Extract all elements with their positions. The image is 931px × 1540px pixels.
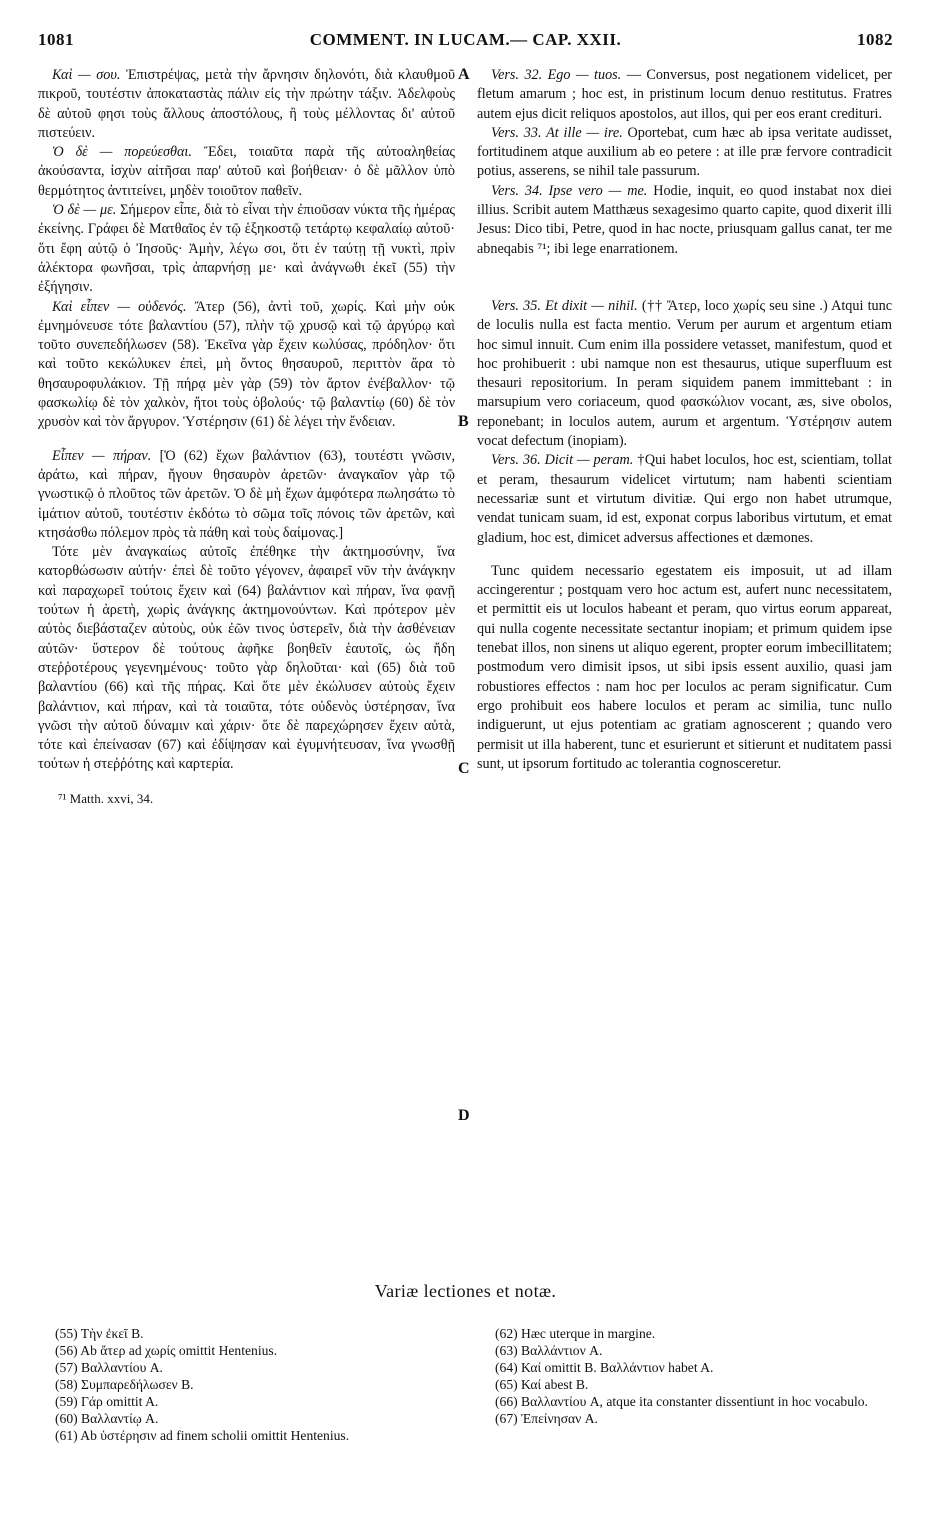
variant-note: (57) Βαλλαντίου A. [55,1360,163,1375]
latin-text: (†† Ἄτερ, loco χωρίς seu sine .) Atqui tunc de loculis nulla est facta mentio. Verum per aurum et argentum etiam hoc simul innuit. Cum enim illa possidere vetasset, manifestum, quod et hoc prohibuerit : ubi namque non est thesaurus, utique superfluum est thesauri repositorium. In peram siquidem panem immittebant : in marsupium vero coriaceum, quod φασκώλιον vocant, æs, sive obolos, reponebant; in loculos autem, aurum et argentum. Ὑστέρησιν autem vocat defectum (inopiam). [477,297,893,450]
greek-paragraph [38,201,455,297]
variant-note: (63) Βαλλάντιον A. [495,1343,603,1358]
variant-notes-left [55,1325,465,1444]
section-marker-b: B [458,413,469,430]
latin-paragraph [477,182,892,259]
latin-paragraph [477,124,892,182]
variant-note: (67) Ἐπείνησαν A. [495,1411,598,1426]
greek-text: Ἐπιστρέψας, μετὰ τὴν ἄρνησιν δηλονότι, διὰ κλαυθμοῦ πικροῦ, τουτέστιν ἀποκαταστὰς πάλιν εἰς τὴν πρώτην τάξιν. Ἀδελφοὺς δὲ αὐτοῦ φησι τοὺς ἄλλους ἀποστόλους, ἢ τοὺς μέλλοντας δι' αὐτοῦ πιστεύειν. [38,67,456,141]
page-number-right: 1082 [857,30,893,49]
variant-note: (59) Γάρ omittit A. [55,1394,159,1409]
greek-text: [Ὁ (62) ἔχων βαλάντιον (63), τουτέστι γνῶσιν, ἀράτω, καὶ πήραν, ἤγουν θησαυρὸν ἀρετῶν· ἀναγκαῖον γὰρ τῷ γνωστικῷ ὁ πλοῦτος τῶν ἀρετῶν. Ὁ δὲ μὴ ἔχων ἀμφότερα πωλησάτω τὸ ἱμάτιον αὐτοῦ, τουτέστιν ἐκδότω τὸ σῶμα τοῖς πόνοις τῶν ἀρετῶν, καὶ κτησάσθω πόλεμον πρὸς τὰ πάθη καὶ τοὺς δαίμονας.] [38,447,456,541]
variant-note: (61) Ab ὑστέρησιν ad finem scholii omittit Hentenius. [55,1428,350,1443]
greek-lemma: Καὶ εἶπεν — οὐδενός. [52,298,187,315]
greek-paragraph [38,298,455,433]
latin-lemma: Vers. 33. At ille — ire. [491,124,623,141]
greek-paragraph [38,447,455,543]
variant-note: (66) Βαλλαντίου A, atque ita constanter dissentiunt in hoc vocabulo. [495,1394,868,1409]
greek-lemma: Ὁ δὲ — πορεύεσθαι. [52,144,192,161]
running-title: COMMENT. IN LUCAM.— CAP. XXII. [309,30,622,49]
latin-column [477,66,892,774]
variant-note: (64) Καί omittit B. Βαλλάντιον habet A. [495,1360,714,1375]
latin-text: Hodie, inquit, eo quod instabat nox diei illius. Scribit autem Matthæus sexagesimo quarto capite, quod dixerit illi Jesus: Dico tibi, Petre, quod in hac nocte, priusquam gallus canat, ter me abneqabis ⁷¹; ibi lege enarrationem. [477,182,893,257]
footnote: ⁷¹ Matth. xxvi, 34. [58,790,154,806]
variant-note: (55) Τὴν ἐκεῖ B. [55,1326,144,1341]
latin-paragraph [477,562,892,774]
greek-paragraph [38,143,455,201]
section-marker-a: A [458,66,470,83]
latin-paragraph [477,297,892,451]
greek-lemma: Ὁ δὲ — με. [52,202,117,219]
latin-lemma: Vers. 34. Ipse vero — me. [491,182,648,199]
greek-paragraph [38,543,455,775]
variant-note: (60) Βαλλαντίῳ A. [55,1411,159,1426]
section-marker-d: D [458,1107,470,1124]
greek-column [38,66,455,821]
greek-lemma: Καὶ — σου. [52,67,121,83]
running-header [38,30,893,56]
latin-paragraph [477,451,892,547]
variants-heading: Variæ lectiones et notæ. [374,1281,557,1301]
latin-text: †Qui habet loculos, hoc est, scientiam, tollat et peram, thesaurum videlicet virtutum; nam habenti scientiam necessariæ sunt et virtutum divitiæ. Qui ergo non habet utrumque, vendat tunicam suam, id est, exponat corpus laboribus virtutum, et emat gladium, hoc est, dimicet adversus affectiones et dæmones. [477,452,892,546]
latin-lemma: Vers. 32. Ego — tuos. [491,67,622,83]
variant-note: (65) Καί abest B. [495,1377,589,1392]
greek-text: Σήμερον εἶπε, διὰ τὸ εἶναι τὴν ἐπιοῦσαν νύκτα τῆς ἡμέρας ἐκείνης. Γράφει δὲ Ματθαῖος ἐν τῷ ἑξηκοστῷ τετάρτῳ κεφαλαίῳ αὐτοῦ· ὅτι ἔφη αὐτῷ ὁ Ἰησοῦς· Ἀμὴν, λέγω σοι, ὅτι ἐν ταύτῃ τῇ νυκτὶ, πρὶν ἀλέκτορα φωνῆσαι, τρὶς ἀπαρνήσῃ με· καὶ ἀνάγνωθι ἐκεῖ (55) τὴν ἐξήγησιν. [38,202,456,296]
variant-note: (58) Συμπαρεδήλωσεν B. [55,1377,194,1392]
greek-text: Ἔδει, τοιαῦτα παρὰ τῆς αὐτοαληθείας ἀκούσαντα, ἰσχὺν αἰτῆσαι παρ' αὐτοῦ καὶ βοήθειαν· ὁ δὲ μᾶλλον ὑπὸ θερμότητος ἀντιτείνει, μηδὲν τοιοῦτον παθεῖν. [38,144,456,199]
latin-paragraph [477,66,892,124]
latin-lemma: Vers. 35. Et dixit — nihil. [491,297,638,314]
latin-lemma: Vers. 36. Dicit — peram. [491,452,634,469]
variant-notes-right [495,1325,895,1427]
page-number-left: 1081 [38,30,74,49]
variant-note: (56) Ab ἄτερ ad χωρίς omittit Hentenius. [55,1343,278,1358]
latin-text: Tunc quidem necessario egestatem eis imposuit, ut ad illam accingerentur ; postquam vero hoc actum est, aufert nunc necessitatem, et permittit eis ut loculos habeant et peram, quo virtus eorum appareat, qui nulla cogente necessitate sectantur inopiam; et primum quidem ipse tenebat illos, non sinens ut aliquo egerent, propter eorum imbecillitatem; postmodum vero dimisit ipsos, ut sibi ipsis essent auxilio, quasi jam robustiores effectos : nam hoc per loculos ac peram significatur. Cum ergo prohibuit eos habere loculos et peram ac similia, tunc nullo indiguerunt, ut ejus potentiam ac gratiam agnoscerent ; quando vero permisit ut illa haberent, tunc et esurierunt et sitierunt et nuditatem passi sunt, ut ipsorum fortitudo ac tolerantia cognosceretur. [477,562,892,772]
greek-lemma: Εἶπεν — πήραν. [52,447,152,464]
greek-text: Τότε μὲν ἀναγκαίως αὐτοῖς ἐπέθηκε τὴν ἀκτημοσύνην, ἵνα κατορθώσωσιν αὐτήν· ἐπεὶ δὲ τοῦτο γέγονεν, ἀφαιρεῖ νῦν τὴν ἀνάγκην καὶ παραχωρεῖ τούτοις ἔχειν καὶ (64) βαλάντιον καὶ πήραν, ἵνα φανῇ τούτων ἡ ἀρετὴ, χωρὶς ἀνάγκης ἀκτημονούντων. Καὶ πρότερον μὲν αὐτὸς διεβάσταζεν αὐτοὺς, οὐκ ἐῶν τινος ὑστερεῖν, διὰ τὴν ἀσθένειαν αὐτῶν· ὕστερον δὲ τούτους ἀφῆκε βοηθεῖν ἑαυτοῖς, ὡς ἤδη στεῤῥοτέρους γεγενημένους· τοῦτο γὰρ δηλοῦται· καὶ (65) διὰ τοῦ βαλαντίου (66) καὶ τῆς πήρας. Καὶ ὅτε μὲν ἐκώλυσεν αὐτοὺς ἔχειν βαλάντιον, καὶ πήραν, καὶ τὰ τοιαῦτα, τότε οὐδενὸς ὑστέρησαν, ἵνα γνῶσι τὴν αὐτοῦ δύναμιν καὶ χάριν· ὅτε δὲ παρεχώρησεν ἔχειν αὐτὰ, τότε καὶ ἐπείνασαν (67) καὶ ἐδίψησαν καὶ ἐγυμνήτευσαν, ἵνα γνωσθῇ τούτων ἡ στεῤῥότης καὶ καρτερία. [38,544,455,773]
greek-paragraph [38,66,455,143]
greek-text: Ἄτερ (56), ἀντὶ τοῦ, χωρίς. Καὶ μὴν οὐκ ἐμνημόνευσε τότε βαλαντίου (57), πλὴν τῷ χρυσῷ καὶ τῷ ἀργύρῳ καὶ τοῦτο συνεπεδήλωσεν (58). Ἐκεῖνα γὰρ ἔχειν κωλύσας, πρόδηλον· ὅτι καὶ τοῦτο κεκώλυκεν ἐπεὶ, μὴ ὄντος θησαυροῦ, περιττὸν ἄρα τὸ θησαυροφυλάκιον. Τῇ πήρᾳ μὲν γὰρ (59) τὸν ἄρτον ἐνέβαλλον· τῷ φασκωλίῳ δὲ τὸν χαλκὸν, ἤτοι τοὺς ὀβολούς· τῷ βαλαντίῳ (60) δὲ τὸν χρυσὸν καὶ τὸν ἄργυρον. Ὑστέρησιν (61) δὲ λέγει τὴν ἔνδειαν. [38,298,455,431]
section-marker-c: C [458,760,470,777]
latin-text: Oportebat, cum hæc ab ipsa veritate audisset, fortitudinem atque auxilium ab eo petere : at ille præ fervore contradicit potius, asserens, se nihil tale passurum. [477,124,892,180]
latin-text: — Conversus, post negationem videlicet, per fletum amarum ; hoc est, in pristinum locum denuo restitutus. Fratres autem ejus dicit reliquos apostolos, aut illos, qui per eos erant credituri. [477,67,892,122]
variant-note: (62) Hæc uterque in margine. [495,1326,656,1341]
